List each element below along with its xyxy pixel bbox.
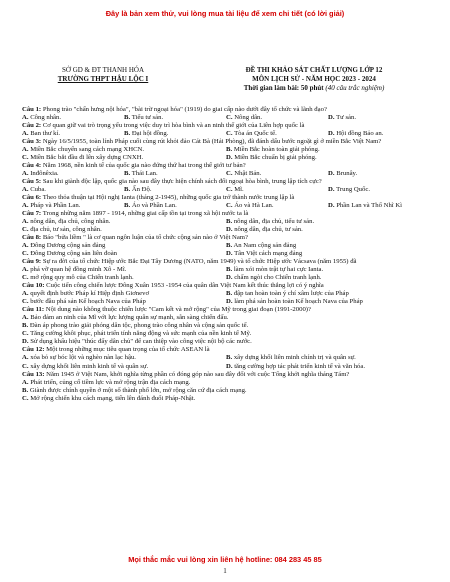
answer-option — [226, 298, 430, 306]
answer-options — [22, 146, 430, 162]
answer-option — [22, 354, 226, 362]
time-note: (40 câu trắc nghiệm) — [325, 84, 385, 92]
option-text: làm phá sản hoàn toàn Kế hoạch Nava của Pháp — [232, 298, 363, 306]
answer-option — [22, 314, 430, 322]
answer-option — [22, 379, 430, 387]
answer-option — [226, 114, 328, 122]
option-text: Đông Dương cộng sản liên đoàn — [28, 250, 118, 258]
answer-option — [22, 395, 430, 403]
option-text: Inđônêxia. — [28, 170, 59, 178]
question-number: Câu 11: — [22, 306, 45, 314]
answer-option — [226, 146, 430, 154]
answer-option — [22, 387, 430, 395]
answer-option — [226, 170, 328, 178]
option-text: quyết định bước Pháp kí Hiệp định Giơnevơ — [28, 290, 149, 298]
question-item — [22, 122, 430, 138]
option-text: nông dân, địa chủ, tiểu tư sản. — [232, 218, 315, 226]
question-item — [22, 306, 430, 346]
option-text: Phát triển, củng cố tiềm lực và mở rộng trận địa cách mạng. — [28, 378, 191, 386]
question-number: Câu 1: — [22, 106, 42, 113]
answer-option — [22, 274, 226, 282]
option-text: Giành được chính quyền ở một số thành phố lớn, mở rộng căn cứ địa cách mạng. — [28, 386, 247, 394]
option-letter: B. — [124, 186, 131, 194]
question-number: Câu 6: — [22, 194, 42, 202]
option-letter: A. — [22, 354, 29, 362]
question-number: Câu 5: — [22, 178, 42, 186]
option-letter: A. — [22, 290, 29, 298]
option-text: Áo và Hà Lan. — [232, 202, 274, 210]
option-text: Thái Lan. — [130, 170, 158, 178]
answer-option — [22, 154, 226, 162]
option-letter: D. — [328, 114, 335, 122]
answer-options — [22, 114, 430, 122]
option-text: Tòa án Quốc tế. — [232, 130, 277, 138]
question-number: Câu 12: — [22, 346, 45, 354]
option-text: Trung Quốc. — [334, 186, 371, 194]
page-number: 1 — [223, 567, 227, 575]
answer-option — [124, 186, 226, 194]
option-text: Đại hội đồng. — [130, 130, 169, 138]
answer-option — [22, 186, 124, 194]
option-letter: B. — [226, 218, 233, 226]
option-text: địa chủ, tư sản, công nhân. — [28, 226, 102, 234]
option-text: Miền Bắc chuyển sang cách mạng XHCN. — [28, 146, 145, 154]
answer-options — [22, 354, 430, 370]
question-text: Một trong những mục tiêu quan trọng của tổ chức ASEAN là — [44, 346, 210, 354]
answer-option — [226, 274, 430, 282]
question-stem — [22, 234, 430, 242]
option-letter: D. — [226, 298, 233, 306]
option-letter: C. — [22, 250, 29, 258]
answer-option — [226, 202, 328, 210]
option-letter: B. — [226, 266, 233, 274]
option-letter: C. — [22, 154, 29, 162]
exam-header — [0, 66, 450, 100]
subject-year: MÔN LỊCH SỬ - NĂM HỌC 2023 - 2024 — [252, 75, 376, 83]
option-text: chấm ngòi cho Chiến tranh lạnh. — [232, 274, 322, 282]
school-name: TRƯỜNG THPT HẬU LỘC I — [57, 75, 149, 83]
option-letter: C. — [226, 114, 233, 122]
option-text: Cuba. — [28, 186, 46, 194]
question-item — [22, 194, 430, 210]
answer-option — [124, 130, 226, 138]
answer-option — [226, 154, 430, 162]
option-letter: D. — [226, 154, 233, 162]
question-item — [22, 346, 430, 370]
preview-banner-top[interactable]: Đây là bản xem thử, vui lòng mua tài liệu để xem chi tiết (có lời giải) — [105, 9, 345, 18]
option-letter: D. — [328, 202, 335, 210]
answer-option — [22, 170, 124, 178]
question-stem — [22, 178, 430, 186]
option-letter: C. — [22, 394, 29, 402]
option-letter: C. — [22, 226, 29, 234]
answer-options — [22, 314, 430, 346]
answer-option — [226, 250, 430, 258]
answer-option — [226, 226, 430, 234]
option-text: làm xói mòn trật tự hai cực Ianta. — [232, 266, 324, 274]
department-name: SỞ GD & ĐT THANH HÓA — [62, 66, 144, 74]
option-letter: D. — [328, 186, 335, 194]
answer-options — [22, 130, 430, 138]
answer-option — [328, 170, 430, 178]
question-text: Trong những năm 1897 - 1914, những giai cấp tồn tại trong xã hội nước ta là — [41, 210, 249, 218]
answer-option — [22, 266, 226, 274]
option-text: Mĩ. — [232, 186, 244, 194]
answer-option — [328, 186, 430, 194]
option-letter: A. — [22, 114, 29, 122]
answer-option — [124, 114, 226, 122]
question-item — [22, 234, 430, 258]
question-number: Câu 13: — [22, 370, 45, 378]
question-item — [22, 282, 430, 306]
question-number: Câu 4: — [22, 162, 42, 170]
option-letter: A. — [22, 170, 29, 178]
option-letter: D. — [22, 338, 29, 346]
option-letter: A. — [22, 130, 29, 138]
question-number: Câu 2: — [22, 122, 42, 130]
option-letter: A. — [22, 242, 29, 250]
option-text: mở rộng quy mô của Chiến tranh lạnh. — [28, 274, 134, 282]
answer-option — [22, 322, 430, 330]
question-text: Sự ra đời của tổ chức Hiệp ước Bắc Đại Tây Dương (NATO, năm 1949) và tổ chức Hiệp ước Vácsava (năm 1955) đã — [41, 258, 357, 266]
question-text: Phong trào "chấn hưng nội hóa", "bài trừ ngoại hóa" (1919) do giai cấp nào dưới đây tổ chức và lãnh đạo? — [41, 106, 327, 113]
option-text: Nhật Bản. — [232, 170, 262, 178]
option-letter: C. — [226, 186, 233, 194]
option-text: Công nhân. — [28, 114, 62, 122]
hotline-banner[interactable]: Mọi thắc mắc vui lòng xin liên hệ hotline: 084 283 45 85 — [128, 555, 322, 564]
option-letter: A. — [22, 146, 29, 154]
answer-option — [22, 242, 226, 250]
option-text: đập tan hoàn toàn ý chí xâm lược của Pháp — [232, 290, 349, 298]
option-text: phá vỡ quan hệ đồng minh Xô - Mĩ. — [28, 266, 127, 274]
question-number: Câu 8: — [22, 234, 42, 242]
option-text: Đàn áp phong trào giải phóng dân tộc, phong trào công nhân và cộng sản quốc tế. — [28, 322, 249, 330]
answer-option — [22, 330, 430, 338]
option-letter: A. — [22, 186, 29, 194]
question-stem — [22, 122, 430, 130]
option-letter: C. — [226, 170, 233, 178]
question-item — [22, 258, 430, 282]
option-text: nông dân, địa chủ, công nhân. — [28, 218, 111, 226]
question-stem — [22, 258, 430, 266]
option-letter: B. — [226, 290, 233, 298]
option-letter: C. — [22, 274, 29, 282]
option-letter: C. — [226, 130, 233, 138]
question-stem — [22, 210, 430, 218]
question-text: Nội dung nào không thuộc chiến lược "Cam kết và mở rộng" của Mỹ trong giai đoạn (1991-2000)? — [44, 306, 311, 314]
answer-options — [22, 379, 430, 403]
question-stem — [22, 106, 430, 114]
question-stem — [22, 306, 430, 314]
option-text: xóa bỏ sự bóc lột và nghèo nàn lạc hậu. — [28, 354, 136, 362]
header-left — [18, 66, 188, 84]
option-text: Tân Việt cách mạng đảng — [232, 250, 303, 258]
question-item — [22, 106, 430, 122]
question-text: Sau khi giành độc lập, quốc gia nào sau đây thực hiện chính sách đối ngoại hòa bình, trung lập tích cực? — [41, 178, 322, 186]
question-text: Năm 1968, nền kinh tế của quốc gia nào đứng thứ hai trong thế giới tư bản? — [41, 162, 246, 170]
question-stem — [22, 282, 430, 290]
answer-option — [22, 130, 124, 138]
option-letter: C. — [22, 330, 29, 338]
answer-option — [328, 202, 430, 210]
option-text: Miền Bắc chuẩn bị giải phóng. — [232, 154, 317, 162]
option-letter: A. — [22, 314, 29, 322]
time-line — [196, 84, 432, 93]
question-stem — [22, 162, 430, 170]
answer-option — [226, 242, 430, 250]
answer-option — [22, 146, 226, 154]
option-text: Bảo đảm an ninh của Mĩ với lực lượng quân sự mạnh, sẵn sàng chiến đấu. — [28, 314, 229, 322]
option-letter: B. — [124, 170, 131, 178]
option-letter: C. — [22, 362, 29, 370]
option-text: Miền Bắc bắt đầu đi lên xây dựng CNXH. — [28, 154, 144, 162]
question-number: Câu 3: — [22, 138, 42, 146]
answer-option — [22, 250, 226, 258]
option-text: Đông Dương cộng sản đảng — [28, 242, 106, 250]
option-text: xây dựng khối liên minh chính trị và quân sự. — [232, 354, 356, 362]
option-letter: B. — [124, 114, 131, 122]
answer-options — [22, 242, 430, 258]
answer-option — [22, 290, 226, 298]
option-letter: D. — [226, 362, 233, 370]
answer-option — [226, 218, 430, 226]
question-number: Câu 7: — [22, 210, 42, 218]
option-letter: B. — [226, 242, 233, 250]
option-letter: A. — [22, 202, 29, 210]
question-text: Cuộc tiến công chiến lược Đông Xuân 1953 -1954 của quân dân Việt Nam kết thúc thắng lợi có ý nghĩa — [44, 282, 324, 290]
answer-option — [22, 298, 226, 306]
option-text: xây dựng khối liên minh kinh tế và quân sự. — [28, 362, 149, 370]
question-stem — [22, 138, 430, 146]
option-letter: D. — [226, 250, 233, 258]
question-number: Câu 9: — [22, 258, 42, 266]
option-text: Pháp và Phần Lan. — [28, 202, 81, 210]
option-letter: D. — [226, 274, 233, 282]
answer-option — [328, 114, 430, 122]
option-text: bước đầu phá sản Kế hoạch Nava của Pháp — [28, 298, 146, 306]
question-stem — [22, 346, 430, 354]
option-letter: B. — [22, 386, 29, 394]
answer-option — [124, 202, 226, 210]
question-item — [22, 138, 430, 162]
answer-options — [22, 218, 430, 234]
option-letter: C. — [22, 298, 29, 306]
answer-option — [226, 363, 430, 371]
question-text: Theo thỏa thuận tại Hội nghị Ianta (tháng 2-1945), những quốc gia trở thành nước trung lập là — [41, 194, 295, 202]
answer-option — [226, 354, 430, 362]
option-text: Hội đồng Bảo an. — [334, 130, 384, 138]
question-stem — [22, 371, 430, 379]
header-right — [196, 66, 432, 93]
option-text: tăng cường hợp tác phát triển kinh tế và văn hóa. — [232, 362, 366, 370]
option-text: Tư sản. — [334, 114, 357, 122]
question-item — [22, 178, 430, 194]
answer-option — [22, 363, 226, 371]
option-text: An Nam cộng sản đảng — [232, 242, 297, 250]
answer-option — [226, 290, 430, 298]
option-letter: D. — [328, 130, 335, 138]
answer-option — [226, 266, 430, 274]
option-letter: B. — [22, 322, 29, 330]
option-text: Tăng cường khôi phục, phát triển tính năng động và sức mạnh của nền kinh tế Mỹ. — [28, 330, 252, 338]
option-letter: A. — [22, 378, 29, 386]
question-item — [22, 162, 430, 178]
question-text: Cơ quan giữ vai trò trọng yếu trong việc duy trì hòa bình và an ninh thế giới của Liên hợp quốc là — [41, 122, 305, 130]
option-letter: B. — [226, 146, 233, 154]
answer-options — [22, 290, 430, 306]
exam-title: ĐỀ THI KHẢO SÁT CHẤT LƯỢNG LỚP 12 — [245, 66, 383, 74]
answer-options — [22, 186, 430, 194]
question-list — [22, 106, 430, 403]
answer-options — [22, 170, 430, 178]
question-text: Năm 1945 ở Việt Nam, khởi nghĩa từng phần có đóng góp nào sau đây đối với cuộc Tổng khởi nghĩa tháng Tám? — [44, 370, 350, 378]
answer-option — [22, 114, 124, 122]
answer-options — [22, 266, 430, 282]
option-text: nông dân, địa chủ, tư sản. — [232, 226, 303, 234]
answer-option — [22, 218, 226, 226]
option-text: Miền Bắc hoàn toàn giải phóng. — [232, 146, 320, 154]
option-text: Tiểu tư sản. — [130, 114, 164, 122]
question-text: Ngày 16/5/1955, toàn lính Pháp cuối cùng rút khỏi đảo Cát Bà (Hải Phòng), đã đánh dấu bước ngoặt gì ở miền Bắc Việt Nam? — [41, 138, 382, 146]
question-item — [22, 210, 430, 234]
option-letter: A. — [22, 218, 29, 226]
option-text: Ban thư kí. — [28, 130, 61, 138]
option-letter: D. — [328, 170, 335, 178]
time-label: Thời gian làm bài: 50 phút — [243, 84, 324, 92]
option-letter: C. — [226, 202, 233, 210]
option-text: Nông dân. — [232, 114, 263, 122]
answer-option — [124, 170, 226, 178]
option-letter: B. — [124, 202, 131, 210]
answer-option — [22, 338, 430, 346]
option-text: Áo và Phần Lan. — [130, 202, 177, 210]
answer-option — [22, 202, 124, 210]
option-text: Sử dụng khẩu hiệu "thúc đẩy dân chủ" để can thiệp vào công việc nội bộ các nước. — [28, 338, 252, 346]
option-letter: D. — [226, 226, 233, 234]
question-text: Báo "bửa liềm " là cơ quan ngôn luận của tổ chức cộng sản nào ở Việt Nam? — [41, 234, 248, 242]
answer-options — [22, 202, 430, 210]
option-text: Ấn Độ. — [130, 186, 152, 194]
question-number: Câu 10: — [22, 282, 45, 290]
answer-option — [328, 130, 430, 138]
answer-option — [226, 186, 328, 194]
answer-option — [226, 130, 328, 138]
option-text: Phần Lan và Thổ Nhĩ Kì — [334, 202, 403, 210]
answer-option — [22, 226, 226, 234]
option-letter: B. — [124, 130, 131, 138]
option-text: Brunây. — [334, 170, 358, 178]
question-stem — [22, 194, 430, 202]
option-text: Mở rộng chiến khu cách mạng, tiến lên đánh đuổi Pháp-Nhật. — [28, 394, 196, 402]
question-item — [22, 371, 430, 403]
option-letter: B. — [226, 354, 233, 362]
option-letter: A. — [22, 266, 29, 274]
